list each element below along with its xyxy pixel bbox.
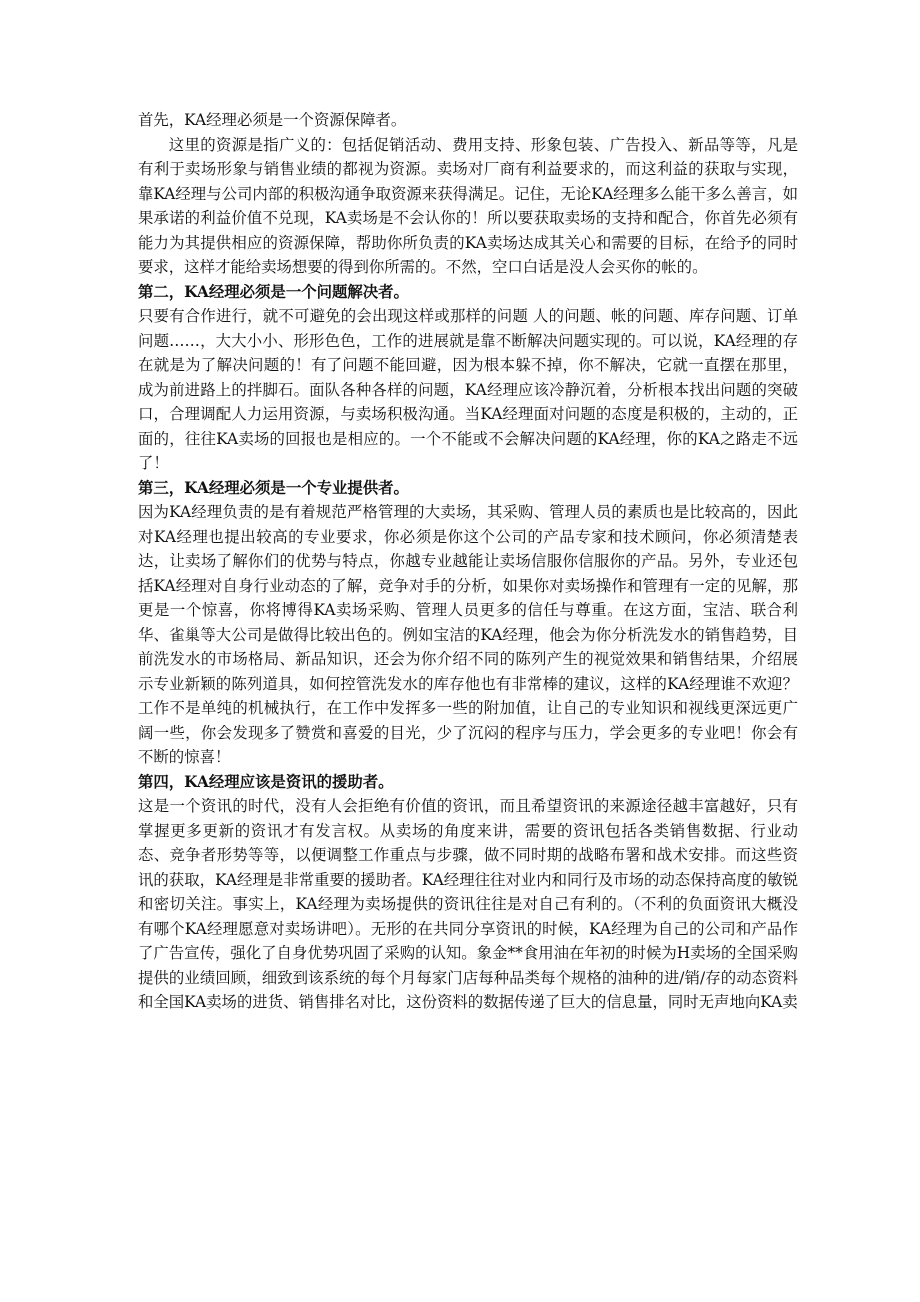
document-body [138, 108, 798, 1015]
intro-paragraph: 首先，KA经理必须是一个资源保障者。 [138, 111, 407, 129]
problem-solver-paragraph: 只要有合作进行，就不可避免的会出现这样或那样的问题 人的问题、帐的问题、库存问题、订单问题……，大大小小、形形色色，工作的进展就是靠不断解决问题实现的。可以说，KA经理的存在就是为了解决问题的！有了问题不能回避，因为根本躲不掉，你不解决，它就一直摆在那里，成为前进路上的拌脚石。面队各种各样的问题，KA经理应该冷静沉着，分析根本找出问题的突破口，合理调配人力运用资源，与卖场积极沟通。当KA经理面对问题的态度是积极的，主动的，正面的，往往KA卖场的回报也是相应的。一个不能或不会解决问题的KA经理，你的KA之路走不远了！ [138, 307, 798, 472]
information-paragraph: 这是一个资讯的时代，没有人会拒绝有价值的资讯，而且希望资讯的来源途径越丰富越好，只有掌握更多更新的资讯才有发言权。从卖场的角度来讲，需要的资讯包括各类销售数据、行业动态、竞争者形势等等，以便调整工作重点与步骤，做不同时期的战略布署和战术安排。而这些资讯的获取，KA经理是非常重要的援助者。KA经理往往对业内和同行及市场的动态保持高度的敏锐和密切关注。事实上，KA经理为卖场提供的资讯往往是对自己有利的。（不利的负面资讯大概没有哪个KA经理愿意对卖场讲吧）。无形的在共同分享资讯的时候，KA经理为自己的公司和产品作了广告宣传，强化了自身优势巩固了采购的认知。象金**食用油在年初的时候为H卖场的全国采购提供的业绩回顾，细致到该系统的每个月每家门店每种品类每个规格的油种的进/销/存的动态资料和全国KA卖场的进货、销售排名对比，这份资料的数据传递了巨大的信息量，同时无声地向KA卖 [138, 797, 798, 1011]
professional-paragraph: 因为KA经理负责的是有着规范严格管理的大卖场，其采购、管理人员的素质也是比较高的，因此对KA经理也提出较高的专业要求，你必须是你这个公司的产品专家和技术顾问，你必须清楚表达，让卖场了解你们的优势与特点，你越专业越能让卖场信服你信服你的产品。另外，专业还包括KA经理对自身行业动态的了解，竞争对手的分析，如果你对卖场操作和管理有一定的见解，那更是一个惊喜，你将博得KA卖场采购、管理人员更多的信任与尊重。在这方面，宝洁、联合利华、雀巢等大公司是做得比较出色的。例如宝洁的KA经理，他会为你分析洗发水的销售趋势，目前洗发水的市场格局、新品知识，还会为你介绍不同的陈列产生的视觉效果和销售结果，介绍展示专业新颖的陈列道具，如何控管洗发水的库存他也有非常棒的建议，这样的KA经理谁不欢迎？工作不是单纯的机械执行，在工作中发挥多一些的附加值，让自己的专业知识和视线更深远更广阔一些，你会发现多了赞赏和喜爱的目光，少了沉闷的程序与压力，学会更多的专业吧！你会有不断的惊喜！ [138, 503, 798, 766]
section-heading-3: 第三，KA经理必须是一个专业提供者。 [138, 478, 409, 497]
resource-paragraph: 这里的资源是指广义的：包括促销活动、费用支持、形象包装、广告投入、新品等等，凡是有利于卖场形象与销售业绩的都视为资源。卖场对厂商有利益要求的，而这利益的获取与实现，靠KA经理与公司内部的积极沟通争取资源来获得满足。记住，无论KA经理多么能干多么善言，如果承诺的利益价值不兑现，KA卖场是不会认你的！所以要获取卖场的支持和配合，你首先必须有能力为其提供相应的资源保障，帮助你所负责的KA卖场达成其关心和需要的目标，在给予的同时要求，这样才能给卖场想要的得到你所需的。不然，空口白话是没人会买你的帐的。 [138, 135, 798, 276]
section-heading-4: 第四，KA经理应该是资讯的援助者。 [138, 772, 394, 791]
section-heading-2: 第二，KA经理必须是一个问题解决者。 [138, 282, 409, 301]
